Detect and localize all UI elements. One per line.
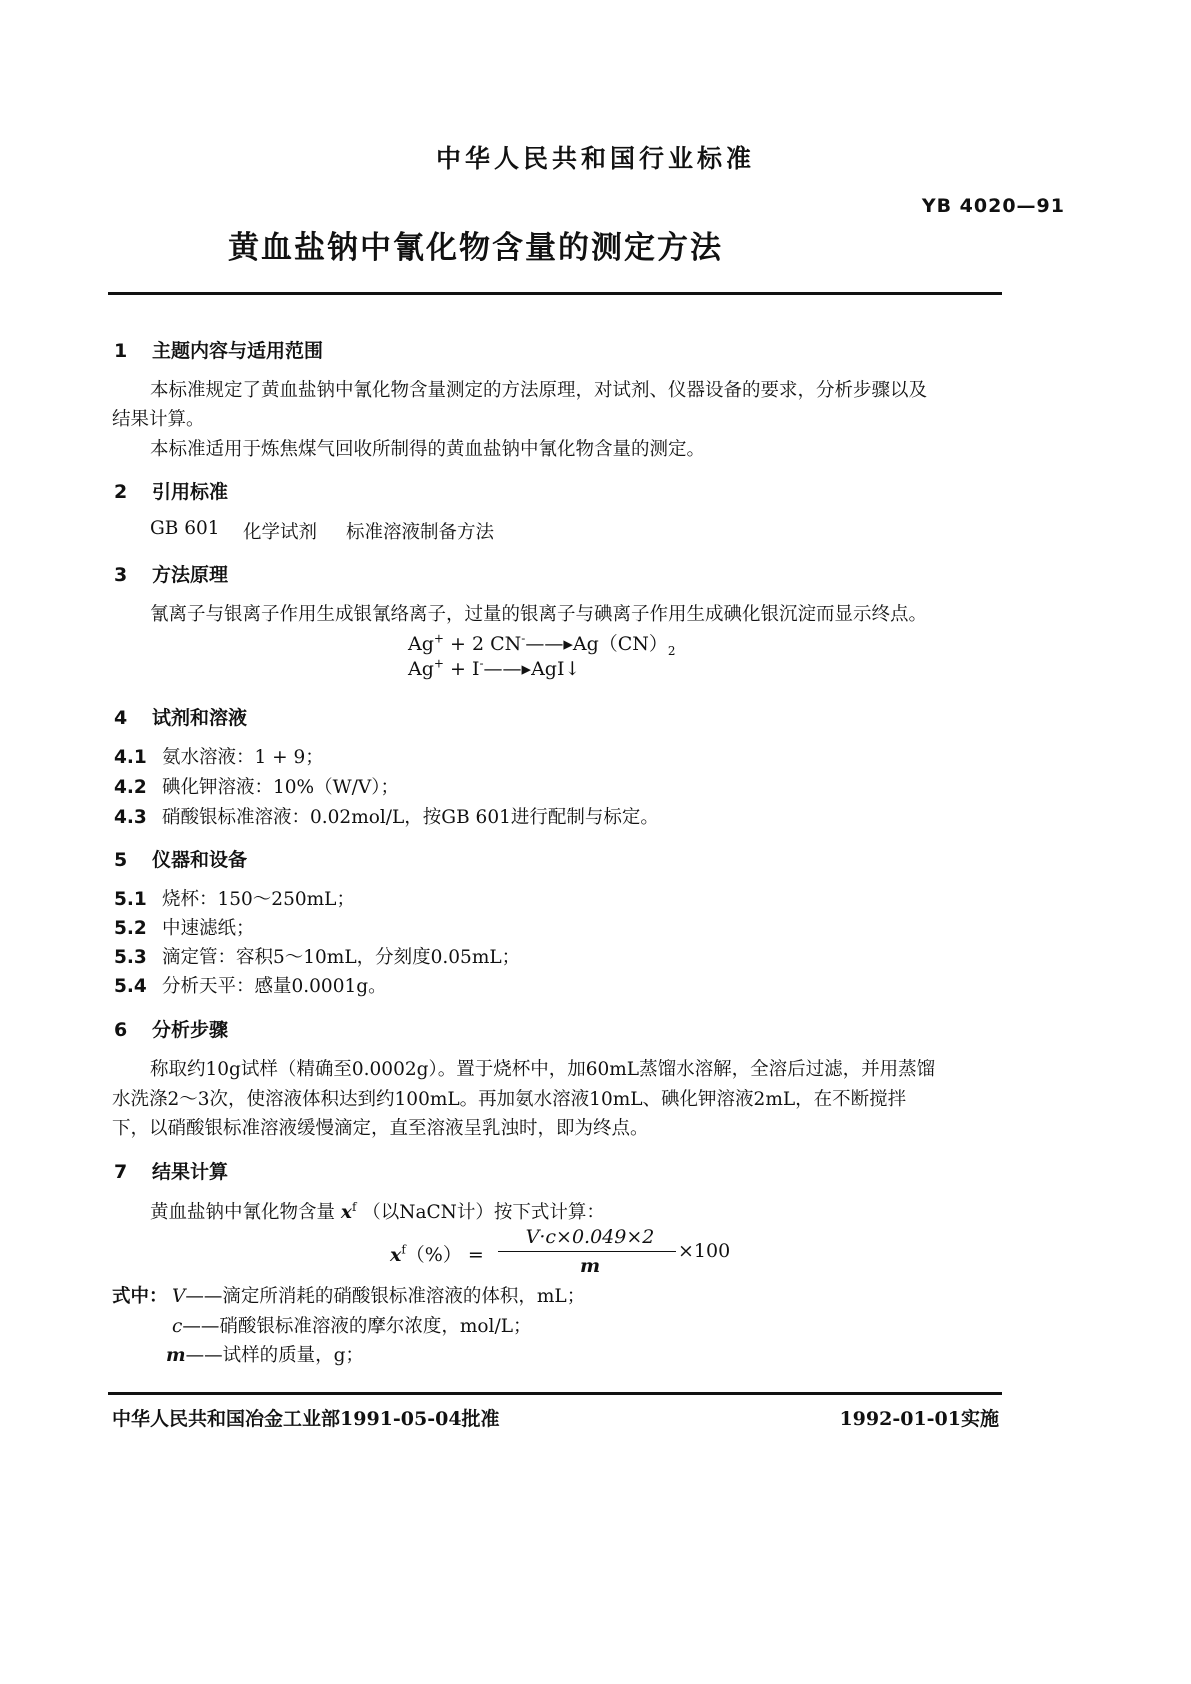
equation-1 <box>408 629 676 656</box>
issuer-heading: 中华人民共和国行业标准 <box>435 144 755 173</box>
item-number: 5.4 <box>114 976 147 997</box>
approval-line: 中华人民共和国冶金工业部1991-05-04批准 <box>112 1408 500 1430</box>
section-1-heading <box>114 336 323 363</box>
equipment-item-5-3 <box>114 943 520 969</box>
section-1-para-2: 本标准适用于炼焦煤气回收所制得的黄血盐钠中氰化物含量的测定。 <box>150 439 706 460</box>
procedure-line-2: 水洗涤2～3次，使溶液体积达到约100mL。再加氨水溶液10mL、碘化钾溶液2mL，在不断搅拌 <box>112 1089 907 1110</box>
item-number: 5.1 <box>114 889 147 910</box>
section-number: 4 <box>114 707 128 729</box>
item-text: 烧杯：150～250mL； <box>162 889 355 910</box>
equipment-item-5-4 <box>114 972 387 998</box>
section-2-heading <box>114 477 228 504</box>
definition-symbol: V <box>172 1286 186 1307</box>
equation-2 <box>408 658 580 680</box>
definition-c <box>172 1312 532 1338</box>
item-text: 氨水溶液：1 + 9； <box>162 747 324 768</box>
formula-multiplier: ×100 <box>678 1240 731 1262</box>
section-title: 主题内容与适用范围 <box>152 340 324 362</box>
item-number: 4.1 <box>114 747 147 768</box>
section-title: 引用标准 <box>152 481 229 503</box>
intro-variable: x <box>340 1202 352 1223</box>
section-4-heading <box>114 703 247 730</box>
item-text: 硝酸银标准溶液：0.02mol/L，按GB 601进行配制与标定。 <box>162 807 659 828</box>
section-6-heading <box>114 1015 228 1042</box>
formula-lhs <box>390 1240 484 1267</box>
equipment-item-5-1 <box>114 885 355 911</box>
formula-variable: x <box>390 1244 402 1266</box>
eq1-left: Ag <box>408 633 434 655</box>
eq2-charge: + <box>433 656 444 671</box>
item-text: 中速滤纸； <box>162 918 255 939</box>
procedure-line-3: 下，以硝酸银标准溶液缓慢滴定，直至溶液呈乳浊时，即为终点。 <box>112 1118 649 1139</box>
reagent-item-4-2 <box>114 773 399 799</box>
formula-numerator: V·c×0.049×2 <box>525 1226 655 1248</box>
section-title: 方法原理 <box>152 564 229 586</box>
definition-symbol: c <box>172 1316 183 1337</box>
item-text: 滴定管：容积5～10mL，分刻度0.05mL； <box>162 947 521 968</box>
item-text: 分析天平：感量0.0001g。 <box>162 976 387 997</box>
document-title: 黄血盐钠中氰化物含量的测定方法 <box>228 230 723 266</box>
header-rule <box>108 292 1002 295</box>
section-1-para-1-line-2: 结果计算。 <box>112 409 205 430</box>
section-5-heading <box>114 845 247 872</box>
eq2-mid: + I <box>443 658 480 680</box>
formula-denominator: m <box>579 1255 601 1277</box>
intro-text-rest: （以NaCN计）按下式计算： <box>362 1202 605 1223</box>
item-text: 碘化钾溶液：10%（W/V）； <box>162 777 399 798</box>
eq2-charge-2: - <box>479 656 484 671</box>
section-number: 7 <box>114 1161 128 1183</box>
section-3-heading <box>114 560 228 587</box>
definition-symbol: m <box>166 1345 186 1366</box>
eq2-left: Ag <box>408 658 434 680</box>
effective-date: 1992-01-01实施 <box>839 1408 999 1430</box>
eq2-right: AgI↓ <box>531 658 581 680</box>
equipment-item-5-2 <box>114 914 255 940</box>
definition-m <box>166 1341 364 1367</box>
definition-text: ——硝酸银标准溶液的摩尔浓度，mol/L； <box>182 1316 532 1337</box>
section-number: 1 <box>114 340 128 362</box>
section-number: 5 <box>114 849 128 871</box>
reagent-item-4-3 <box>114 803 659 829</box>
definition-text: ——滴定所消耗的硝酸银标准溶液的体积，mL； <box>185 1286 586 1307</box>
item-number: 5.2 <box>114 918 147 939</box>
eq1-right: Ag（CN） <box>572 633 668 655</box>
procedure-line-1: 称取约10g试样（精确至0.0002g）。置于烧杯中，加60mL蒸馏水溶解，全溶后过滤，并用蒸馏 <box>150 1059 936 1080</box>
section-title: 分析步骤 <box>152 1019 229 1041</box>
where-label: 式中： <box>112 1286 168 1307</box>
section-title: 仪器和设备 <box>152 849 248 871</box>
intro-text: 黄血盐钠中氰化物含量 <box>150 1202 336 1223</box>
formula-lhs-rest: （%） = <box>405 1244 484 1266</box>
reaction-arrow-icon: ——▸ <box>525 633 573 655</box>
fraction-bar <box>498 1251 676 1252</box>
formula-superscript: f <box>401 1242 406 1257</box>
section-number: 3 <box>114 564 128 586</box>
section-number: 2 <box>114 481 128 503</box>
reference-code: GB 601 <box>150 518 220 539</box>
reference-name-part-1: 化学试剂 <box>243 522 318 543</box>
definition-v <box>172 1282 585 1308</box>
section-number: 6 <box>114 1019 128 1041</box>
item-number: 5.3 <box>114 947 147 968</box>
reagent-item-4-1 <box>114 743 324 769</box>
eq1-subscript: 2 <box>667 643 676 658</box>
item-number: 4.2 <box>114 777 147 798</box>
section-7-heading <box>114 1157 228 1184</box>
standard-code: YB 4020—91 <box>921 195 1065 217</box>
item-number: 4.3 <box>114 807 147 828</box>
footer-rule <box>108 1392 1002 1395</box>
definition-text: ——试样的质量，g； <box>185 1345 364 1366</box>
section-1-para-1-line-1: 本标准规定了黄血盐钠中氰化物含量测定的方法原理，对试剂、仪器设备的要求，分析步骤以及 <box>150 380 928 401</box>
calculation-intro <box>150 1198 605 1224</box>
eq1-charge-2: - <box>521 631 526 646</box>
section-title: 试剂和溶液 <box>152 707 248 729</box>
eq1-charge: + <box>433 631 444 646</box>
reference-name-part-2: 标准溶液制备方法 <box>346 522 495 543</box>
section-title: 结果计算 <box>152 1161 229 1183</box>
intro-superscript: f <box>351 1199 357 1214</box>
section-3-para: 氰离子与银离子作用生成银氰络离子，过量的银离子与碘离子作用生成碘化银沉淀而显示终点。 <box>150 604 928 625</box>
reaction-arrow-icon: ——▸ <box>483 658 532 680</box>
eq1-mid: + 2 CN <box>443 633 522 655</box>
